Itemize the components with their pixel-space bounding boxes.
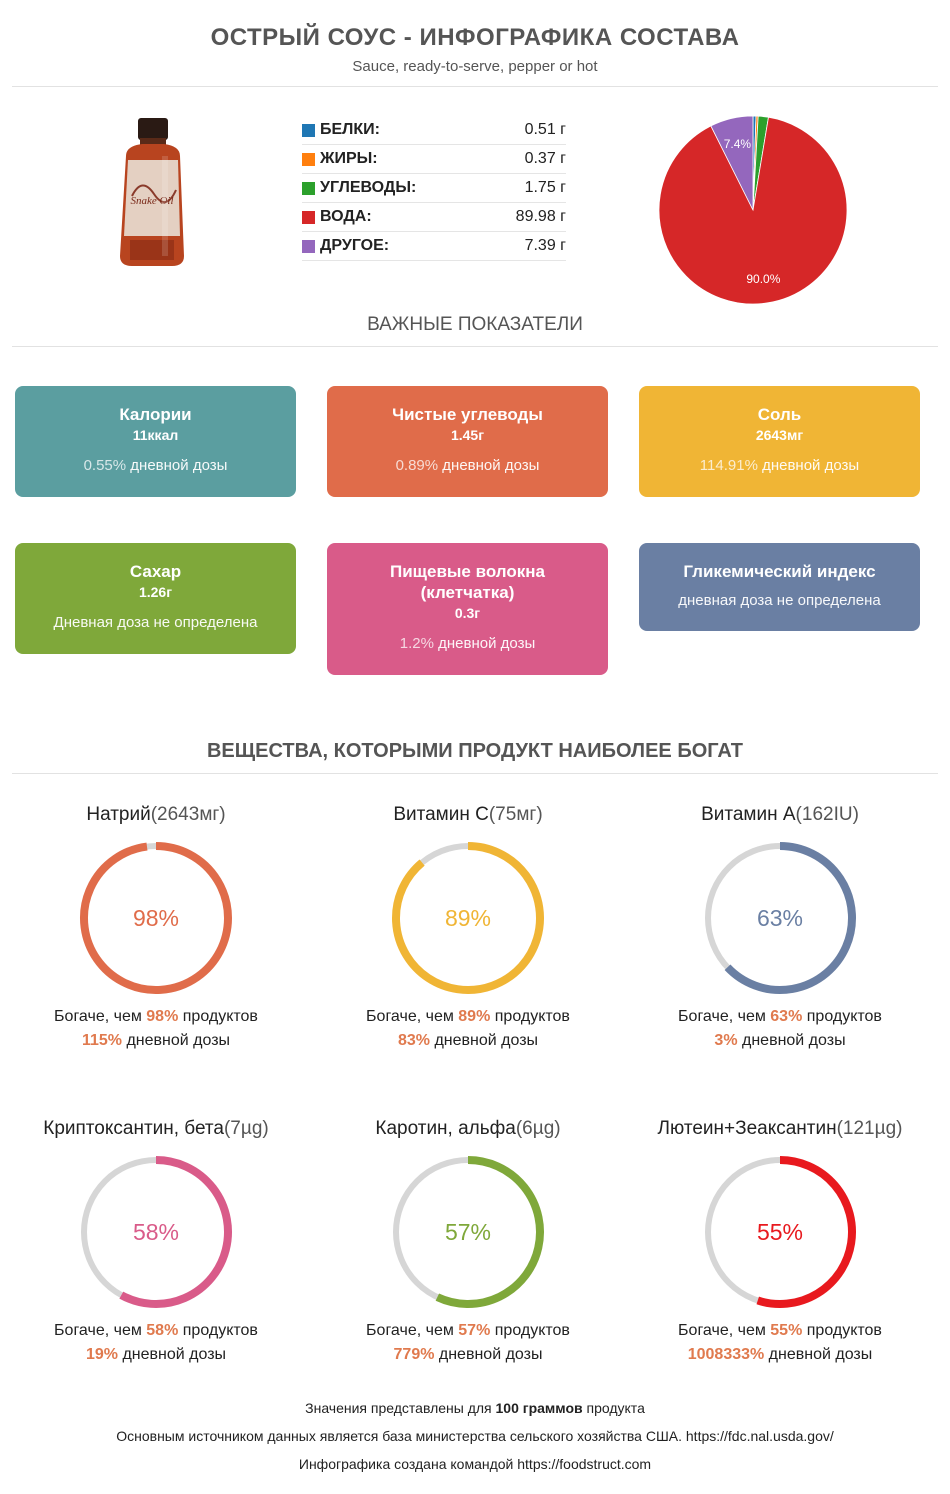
nutrient-title [6, 804, 306, 830]
nutrient-ring [76, 838, 236, 998]
card-daily-pct: 114.91% [699, 457, 758, 474]
nutrient-title [630, 804, 930, 830]
macro-value: 89.98 г [515, 208, 566, 225]
macro-row-protein [302, 116, 566, 145]
card-daily: дневная доза не определена [678, 592, 881, 609]
macro-name: ЖИРЫ: [320, 150, 378, 167]
divider [12, 346, 938, 347]
nutrient-rich-text [630, 1008, 930, 1026]
nutrient-name: Натрий [86, 804, 151, 825]
ring-percent-label: 58% [132, 1219, 180, 1245]
pie-slice-label: 7.4% [723, 137, 752, 152]
nutrient-amount: (162IU) [795, 804, 859, 825]
bottle-label: Snake Oil [130, 195, 174, 207]
rich-prefix: Богаче, чем [366, 1322, 459, 1339]
card-daily-text: дневной дозы [130, 457, 228, 474]
carbs-swatch [302, 182, 315, 195]
card-title: Пищевые волокна (клетчатка) [390, 562, 545, 602]
card-title: Соль [757, 405, 802, 424]
rich-suffix: продуктов [802, 1322, 882, 1339]
nutrient-rich-text [630, 1322, 930, 1340]
rich-pct: 55% [770, 1322, 803, 1339]
card-daily [639, 457, 920, 474]
macro-name: ДРУГОЕ: [320, 237, 390, 254]
nutrient-title [318, 804, 618, 830]
card-fiber [327, 543, 608, 675]
macro-value: 1.75 г [524, 179, 566, 196]
page-subtitle: Sauce, ready-to-serve, pepper or hot [352, 58, 598, 75]
protein-swatch [302, 124, 315, 137]
pie-slice-label: 90.0% [746, 271, 781, 286]
card-daily-text: дневной дозы [438, 635, 536, 652]
daily-suffix: дневной дозы [434, 1346, 543, 1363]
rich-suffix: продуктов [178, 1008, 258, 1025]
daily-suffix: дневной дозы [430, 1032, 539, 1049]
macro-name: БЕЛКИ: [320, 121, 380, 138]
card-value: 1.45г [450, 427, 485, 443]
nutrient-amount: (75мг) [488, 804, 543, 825]
card-daily [327, 635, 608, 652]
nutrient-name: Каротин, альфа [375, 1118, 516, 1139]
key-indicators-title: ВАЖНЫЕ ПОКАЗАТЕЛИ [367, 314, 583, 335]
macros-table [302, 116, 566, 261]
nutrient-ring [388, 1152, 548, 1312]
nutrient-amount: (6µg) [515, 1118, 561, 1139]
card-salt [639, 386, 920, 497]
daily-pct: 3% [714, 1032, 738, 1049]
divider [12, 86, 938, 87]
card-daily-pct: 0.89% [395, 457, 439, 474]
card-daily-pct: 1.2% [399, 635, 434, 652]
nutrient-daily-text [6, 1032, 306, 1050]
nutrient-daily-text [318, 1032, 618, 1050]
nutrient-ring [388, 838, 548, 998]
ring-percent-label: 89% [444, 905, 492, 931]
page-title: ОСТРЫЙ СОУС - ИНФОГРАФИКА СОСТАВА [210, 24, 740, 51]
rich-pct: 98% [146, 1008, 179, 1025]
daily-pct: 1008333% [687, 1346, 765, 1363]
card-title: Калории [119, 405, 192, 424]
daily-suffix: дневной дозы [764, 1346, 873, 1363]
rich-prefix: Богаче, чем [678, 1008, 771, 1025]
daily-pct: 19% [85, 1346, 118, 1363]
nutrient-ring [700, 1152, 860, 1312]
macro-value: 0.37 г [524, 150, 566, 167]
rich-pct: 89% [458, 1008, 491, 1025]
nutrient-amount: (121µg) [836, 1118, 903, 1139]
card-daily-text: дневной дозы [762, 457, 860, 474]
macro-row-other [302, 232, 566, 261]
card-sugar [15, 543, 296, 654]
footer-source: Основным источником данных является база министерства сельского хозяйства США. https://fdc.nal.usda.gov/ [116, 1428, 834, 1444]
nutrient-title [318, 1118, 618, 1144]
nutrient-name: Витамин A [701, 804, 796, 825]
macro-row-water [302, 203, 566, 232]
sauce-bottle-image [112, 116, 192, 268]
card-title: Гликемический индекс [683, 562, 876, 581]
nutrient-name: Витамин C [393, 804, 489, 825]
nutrient-title [630, 1118, 930, 1144]
nutrient-daily-text [6, 1346, 306, 1364]
nutrient-name: Лютеин+Зеаксантин [657, 1118, 837, 1139]
water-swatch [302, 211, 315, 224]
macro-name: ВОДА: [320, 208, 372, 225]
ring-percent-label: 98% [132, 905, 180, 931]
daily-pct: 115% [81, 1032, 122, 1049]
nutrient-daily-text [630, 1032, 930, 1050]
nutrient-vitamin-c [318, 804, 618, 1050]
nutrient-amount: (7µg) [223, 1118, 269, 1139]
footer-note [0, 1400, 950, 1416]
footer-bold: 100 граммов [495, 1400, 583, 1416]
nutrient-vitamin-a [630, 804, 930, 1050]
card-daily-text: дневной дозы [442, 457, 540, 474]
richest-nutrients-title: ВЕЩЕСТВА, КОТОРЫМИ ПРОДУКТ НАИБОЛЕЕ БОГАТ [206, 740, 743, 762]
footer-credit: Инфографика создана командой https://foodstruct.com [298, 1456, 652, 1472]
ring-percent-label: 63% [756, 905, 804, 931]
card-net-carbs [327, 386, 608, 497]
nutrient-alpha-carotene [318, 1118, 618, 1364]
card-title: Сахар [129, 562, 182, 581]
nutrient-daily-text [318, 1346, 618, 1364]
divider [12, 773, 938, 774]
rich-suffix: продуктов [178, 1322, 258, 1339]
rich-pct: 58% [146, 1322, 179, 1339]
card-value: 2643мг [755, 427, 804, 443]
card-daily-pct: 0.55% [83, 457, 127, 474]
card-title: Чистые углеводы [392, 405, 543, 424]
nutrient-rich-text [318, 1008, 618, 1026]
card-calories [15, 386, 296, 497]
card-value: 0.3г [454, 605, 481, 621]
composition-pie-chart [655, 112, 851, 308]
macro-value: 0.51 г [524, 121, 566, 138]
card-value: 1.26г [138, 584, 173, 600]
other-swatch [302, 240, 315, 253]
nutrient-rich-text [6, 1322, 306, 1340]
nutrient-beta-cryptoxanthin [6, 1118, 306, 1364]
nutrient-sodium [6, 804, 306, 1050]
card-daily: Дневная доза не определена [53, 614, 258, 631]
rich-prefix: Богаче, чем [366, 1008, 459, 1025]
rich-suffix: продуктов [490, 1008, 570, 1025]
daily-pct: 779% [393, 1346, 435, 1363]
rich-prefix: Богаче, чем [54, 1008, 147, 1025]
nutrient-daily-text [630, 1346, 930, 1364]
footer-prefix: Значения представлены для [305, 1400, 496, 1416]
rich-prefix: Богаче, чем [678, 1322, 771, 1339]
macro-row-carbs [302, 174, 566, 203]
nutrient-rich-text [6, 1008, 306, 1026]
daily-suffix: дневной дозы [737, 1032, 846, 1049]
nutrient-rich-text [318, 1322, 618, 1340]
nutrient-lutein-zeaxanthin [630, 1118, 930, 1364]
nutrient-ring [76, 1152, 236, 1312]
daily-suffix: дневной дозы [118, 1346, 227, 1363]
rich-pct: 57% [458, 1322, 491, 1339]
fat-swatch [302, 153, 315, 166]
nutrient-ring [700, 838, 860, 998]
macro-row-fat [302, 145, 566, 174]
card-daily [327, 457, 608, 474]
macro-value: 7.39 г [524, 237, 566, 254]
daily-suffix: дневной дозы [122, 1032, 231, 1049]
card-glycemic-index [639, 543, 920, 631]
rich-suffix: продуктов [802, 1008, 882, 1025]
rich-suffix: продуктов [490, 1322, 570, 1339]
nutrient-title [6, 1118, 306, 1144]
macro-name: УГЛЕВОДЫ: [320, 179, 417, 196]
rich-prefix: Богаче, чем [54, 1322, 147, 1339]
ring-percent-label: 57% [444, 1219, 492, 1245]
daily-pct: 83% [397, 1032, 430, 1049]
rich-pct: 63% [770, 1008, 803, 1025]
nutrient-amount: (2643мг) [150, 804, 226, 825]
card-value: 11ккал [132, 427, 179, 443]
ring-percent-label: 55% [756, 1219, 804, 1245]
card-daily [15, 457, 296, 474]
nutrient-name: Криптоксантин, бета [43, 1118, 224, 1139]
footer-suffix: продукта [582, 1400, 645, 1416]
